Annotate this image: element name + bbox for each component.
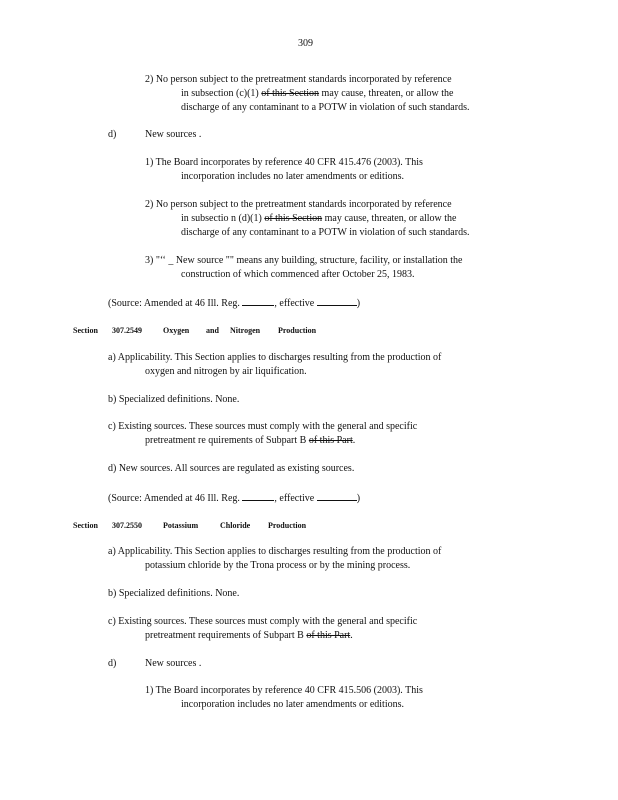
struck-text: of this Section bbox=[264, 213, 323, 224]
paragraph-line: c) Existing sources. These sources must comply with the general and specific bbox=[108, 421, 418, 432]
text-run: may cause, threaten, or allow the bbox=[324, 213, 457, 224]
blank-line bbox=[242, 491, 274, 501]
paragraph-line: b) Specialized definitions. None. bbox=[108, 588, 240, 599]
subsection-heading: New sources . bbox=[145, 658, 202, 669]
subsection-letter: d) bbox=[108, 129, 117, 140]
section-title-word: Production bbox=[278, 326, 317, 335]
section-title-word: and bbox=[206, 326, 219, 335]
section-title-word: Potassium bbox=[163, 521, 199, 530]
paragraph-line: oxygen and nitrogen by air liquification. bbox=[145, 366, 307, 377]
text-run: . bbox=[350, 630, 353, 641]
paragraph-line bbox=[181, 213, 457, 225]
section-number: 307.2549 bbox=[112, 326, 142, 335]
blank-line bbox=[317, 491, 357, 501]
section-title-word: Nitrogen bbox=[230, 326, 261, 335]
paragraph-line: a) Applicability. This Section applies to discharges resulting from the production of bbox=[108, 546, 442, 557]
section-title-word: Production bbox=[268, 521, 307, 530]
source-text: (Source: Amended at 46 Ill. Reg. bbox=[108, 493, 240, 504]
paragraph-line bbox=[145, 435, 355, 447]
struck-text: of this Part bbox=[308, 435, 353, 446]
text-run: pretreatment re quirements of Subpart B bbox=[145, 435, 307, 446]
section-number: 307.2550 bbox=[112, 521, 142, 530]
subsection-letter: d) bbox=[108, 658, 117, 669]
section-label: Section bbox=[73, 326, 98, 335]
section-title-word: Oxygen bbox=[163, 326, 190, 335]
paragraph-line: 1) The Board incorporates by reference 40 CFR 415.506 (2003). This bbox=[145, 685, 423, 696]
paragraph-line: d) New sources. All sources are regulated as existing sources. bbox=[108, 463, 355, 474]
paragraph-line: construction of which commenced after October 25, 1983. bbox=[181, 269, 415, 280]
source-text: (Source: Amended at 46 Ill. Reg. bbox=[108, 298, 240, 309]
blank-line bbox=[317, 296, 357, 306]
paragraph-line: 2) No person subject to the pretreatment standards incorporated by reference bbox=[145, 199, 452, 210]
blank-line bbox=[242, 296, 274, 306]
source-text: ) bbox=[356, 298, 361, 309]
paragraph-line: b) Specialized definitions. None. bbox=[108, 394, 240, 405]
paragraph-line: 1) The Board incorporates by reference 40 CFR 415.476 (2003). This bbox=[145, 157, 423, 168]
section-title-word: Chloride bbox=[220, 521, 251, 530]
paragraph-line: 2) No person subject to the pretreatment standards incorporated by reference bbox=[145, 74, 452, 85]
paragraph-line: c) Existing sources. These sources must comply with the general and specific bbox=[108, 616, 418, 627]
paragraph-line: potassium chloride by the Trona process or by the mining process. bbox=[145, 560, 411, 571]
text-run: in subsectio n (d)(1) bbox=[181, 213, 262, 224]
text-run: may cause, threaten, or allow the bbox=[321, 88, 454, 99]
text-run: pretreatment requirements of Subpart B bbox=[145, 630, 304, 641]
paragraph-line bbox=[181, 88, 453, 100]
source-text: , effective bbox=[274, 298, 315, 309]
source-note bbox=[108, 296, 360, 310]
paragraph-line: incorporation includes no later amendments or editions. bbox=[181, 171, 404, 182]
paragraph-line: incorporation includes no later amendments or editions. bbox=[181, 699, 404, 710]
source-text: , effective bbox=[274, 493, 315, 504]
source-text: ) bbox=[356, 493, 361, 504]
paragraph-line: discharge of any contaminant to a POTW in violation of such standards. bbox=[181, 227, 470, 238]
text-run: . bbox=[352, 435, 356, 446]
page-number: 309 bbox=[298, 38, 313, 49]
paragraph-line: a) Applicability. This Section applies to discharges resulting from the production of bbox=[108, 352, 442, 363]
text-run: in subsection (c)(1) bbox=[181, 88, 259, 99]
section-label: Section bbox=[73, 521, 98, 530]
paragraph-line bbox=[145, 630, 353, 642]
paragraph-line: 3) "‘‘ _ New source "" means any building, structure, facility, or installation the bbox=[145, 255, 463, 266]
source-note bbox=[108, 491, 360, 505]
paragraph-line: discharge of any contaminant to a POTW in violation of such standards. bbox=[181, 102, 470, 113]
struck-text: of this Section bbox=[261, 88, 320, 99]
subsection-heading: New sources . bbox=[145, 129, 202, 140]
struck-text: of this Part bbox=[306, 630, 351, 641]
